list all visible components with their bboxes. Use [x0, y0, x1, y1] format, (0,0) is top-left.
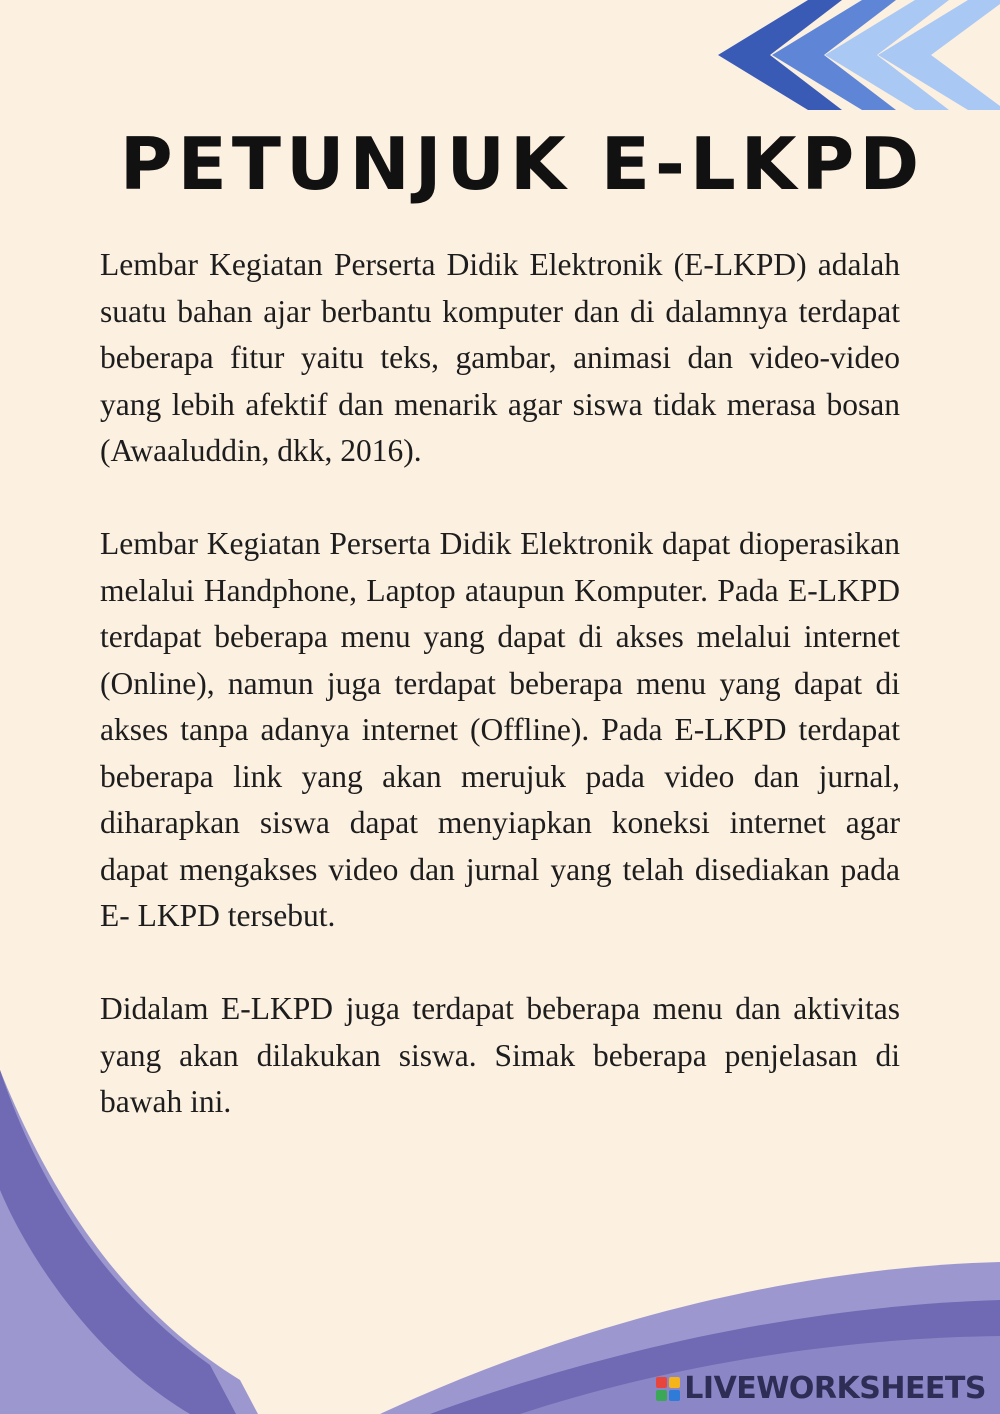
liveworksheets-brand [656, 1371, 986, 1406]
brand-name: LIVEWORKSHEETS [684, 1371, 986, 1406]
page-title: PETUNJUK E-LKPD [119, 122, 925, 206]
paragraph-usage: Lembar Kegiatan Perserta Didik Elektronik dapat dioperasikan melalui Handphone, Laptop ataupun Komputer. Pada E-LKPD terdapat beberapa menu yang dapat di akses melalui internet (Online), namun juga terdapat beberapa menu yang dapat di akses tanpa adanya internet (Offline). Pada E-LKPD terdapat beberapa link yang akan merujuk pada video dan jurnal, diharapkan siswa dapat menyiapkan koneksi internet agar dapat mengakses video dan jurnal yang telah disediakan pada E- LKPD tersebut. [100, 526, 900, 933]
chevron-arrows-icon [718, 0, 1000, 110]
liveworksheets-logo-icon [656, 1377, 680, 1401]
paragraph-activities: Didalam E-LKPD juga terdapat beberapa menu dan aktivitas yang akan dilakukan siswa. Simak beberapa penjelasan di bawah ini. [100, 991, 900, 1119]
paragraph-definition: Lembar Kegiatan Perserta Didik Elektronik (E-LKPD) adalah suatu bahan ajar berbantu komputer dan di dalamnya terdapat beberapa fitur yaitu teks, gambar, animasi dan video-video yang lebih afektif dan menarik agar siswa tidak merasa bosan (Awaaluddin, dkk, 2016). [100, 247, 900, 468]
instruction-body [100, 242, 900, 1172]
